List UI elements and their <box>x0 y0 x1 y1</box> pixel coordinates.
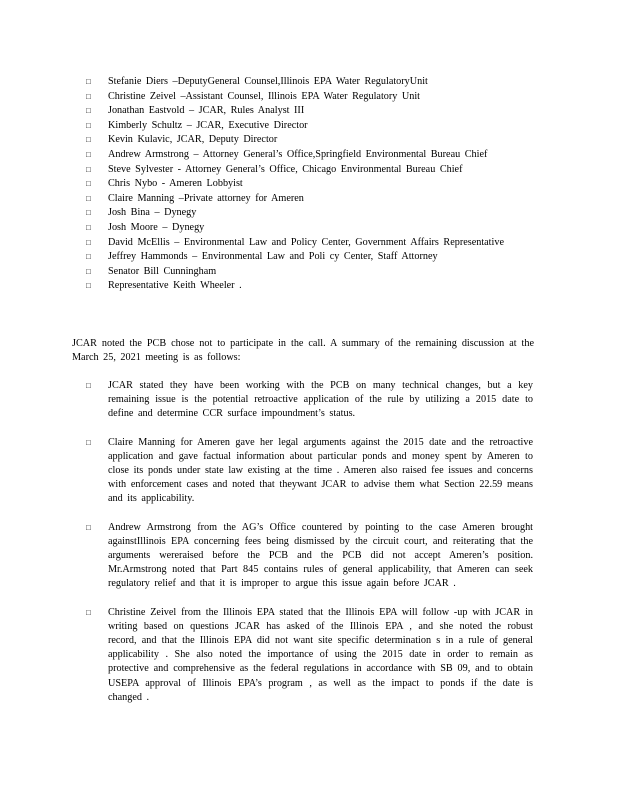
list-item: □ Steve Sylvester - Attorney General’s Office, Chicago Environmental Bureau Chief <box>86 163 526 178</box>
bullet-icon: □ <box>86 252 91 262</box>
bullet-icon: □ <box>86 193 91 203</box>
summary-item: □ Christine Zeivel from the Illinois EPA stated that the Illinois EPA will follow -up with JCAR in writing based on questions JCAR has asked of the Illinois EPA , and she noted the robust record, and that the Illinois EPA did not want site specific determination s in a rule of general applicability . She also noted the importance of using the 2015 date in order to remain as protective and comprehensive as the federal regulations in accordance with SB 09, and to obtain USEPA approval of Illinois EPA’s program , as well as the impact to ponds if the date is changed . <box>86 606 533 705</box>
summary-item: □ Claire Manning for Ameren gave her legal arguments against the 2015 date and the retroactive application and gave factual information about particular ponds and money spent by Ameren to close its ponds under state law existing at the time . Ameren also raised fee issues and concerns with enforcement cases and noted that theywant JCAR to advise them what Section 22.59 means and its applicability. <box>86 436 533 507</box>
bullet-icon: □ <box>86 135 91 145</box>
bullet-icon: □ <box>86 120 91 130</box>
bullet-icon: □ <box>86 77 91 86</box>
summary-item: □ Andrew Armstrong from the AG’s Office countered by pointing to the case Ameren brought againstIllinois EPA concerning fees being dismissed by the circuit court, and reiterating that the arguments wereraised before the PCB and the PCB did not accept Ameren’s position. Mr.Armstrong noted that Part 845 contains rules of general applicability, that Ameren can seek regulatory relief and that it is improper to argue this issue again before JCAR . <box>86 521 533 592</box>
list-item: □ Andrew Armstrong – Attorney General’s Office,Springfield Environmental Bureau Chief <box>86 148 526 163</box>
list-item: □ Representative Keith Wheeler . <box>86 279 526 294</box>
bullet-icon: □ <box>86 237 91 247</box>
summary-item: □ JCAR stated they have been working with the PCB on many technical changes, but a key remaining issue is the potential retroactive application of the rule by utilizing a 2015 date to define and determine CCR surface impoundment’s status. <box>86 379 533 422</box>
bullet-icon: □ <box>86 281 91 291</box>
list-item: □ Josh Moore – Dynegy <box>86 221 526 236</box>
list-item: □ Jonathan Eastvold – JCAR, Rules Analyst III <box>86 104 526 119</box>
list-item: □ David McEllis – Environmental Law and Policy Center, Government Affairs Representative <box>86 236 526 251</box>
list-item: □ Chris Nybo - Ameren Lobbyist <box>86 177 526 192</box>
bullet-icon: □ <box>86 607 91 617</box>
list-item: □ Jeffrey Hammonds – Environmental Law and Poli cy Center, Staff Attorney <box>86 250 526 265</box>
bullet-icon: □ <box>86 266 91 276</box>
discussion-summary-list <box>86 379 533 719</box>
list-item: □ Kimberly Schultz – JCAR, Executive Director <box>86 119 526 134</box>
bullet-icon: □ <box>86 381 91 390</box>
bullet-icon: □ <box>86 91 91 101</box>
bullet-icon: □ <box>86 149 91 159</box>
list-item: □ Josh Bina – Dynegy <box>86 206 526 221</box>
bullet-icon: □ <box>86 179 91 189</box>
list-item: □ Senator Bill Cunningham <box>86 265 526 280</box>
bullet-icon: □ <box>86 437 91 447</box>
list-item: □ Claire Manning –Private attorney for Ameren <box>86 192 526 207</box>
bullet-icon: □ <box>86 164 91 174</box>
summary-intro: JCAR noted the PCB chose not to participate in the call. A summary of the remaining discussion at the March 25, 2021 meeting is as follows: <box>72 338 534 364</box>
bullet-icon: □ <box>86 222 91 232</box>
bullet-icon: □ <box>86 208 91 218</box>
bullet-icon: □ <box>86 106 91 116</box>
list-item: □ Kevin Kulavic, JCAR, Deputy Director <box>86 133 526 148</box>
bullet-icon: □ <box>86 522 91 532</box>
attendee-list <box>86 75 526 294</box>
list-item: □ Stefanie Diers –DeputyGeneral Counsel,Illinois EPA Water RegulatoryUnit <box>86 75 526 90</box>
list-item: □ Christine Zeivel –Assistant Counsel, Illinois EPA Water Regulatory Unit <box>86 90 526 105</box>
